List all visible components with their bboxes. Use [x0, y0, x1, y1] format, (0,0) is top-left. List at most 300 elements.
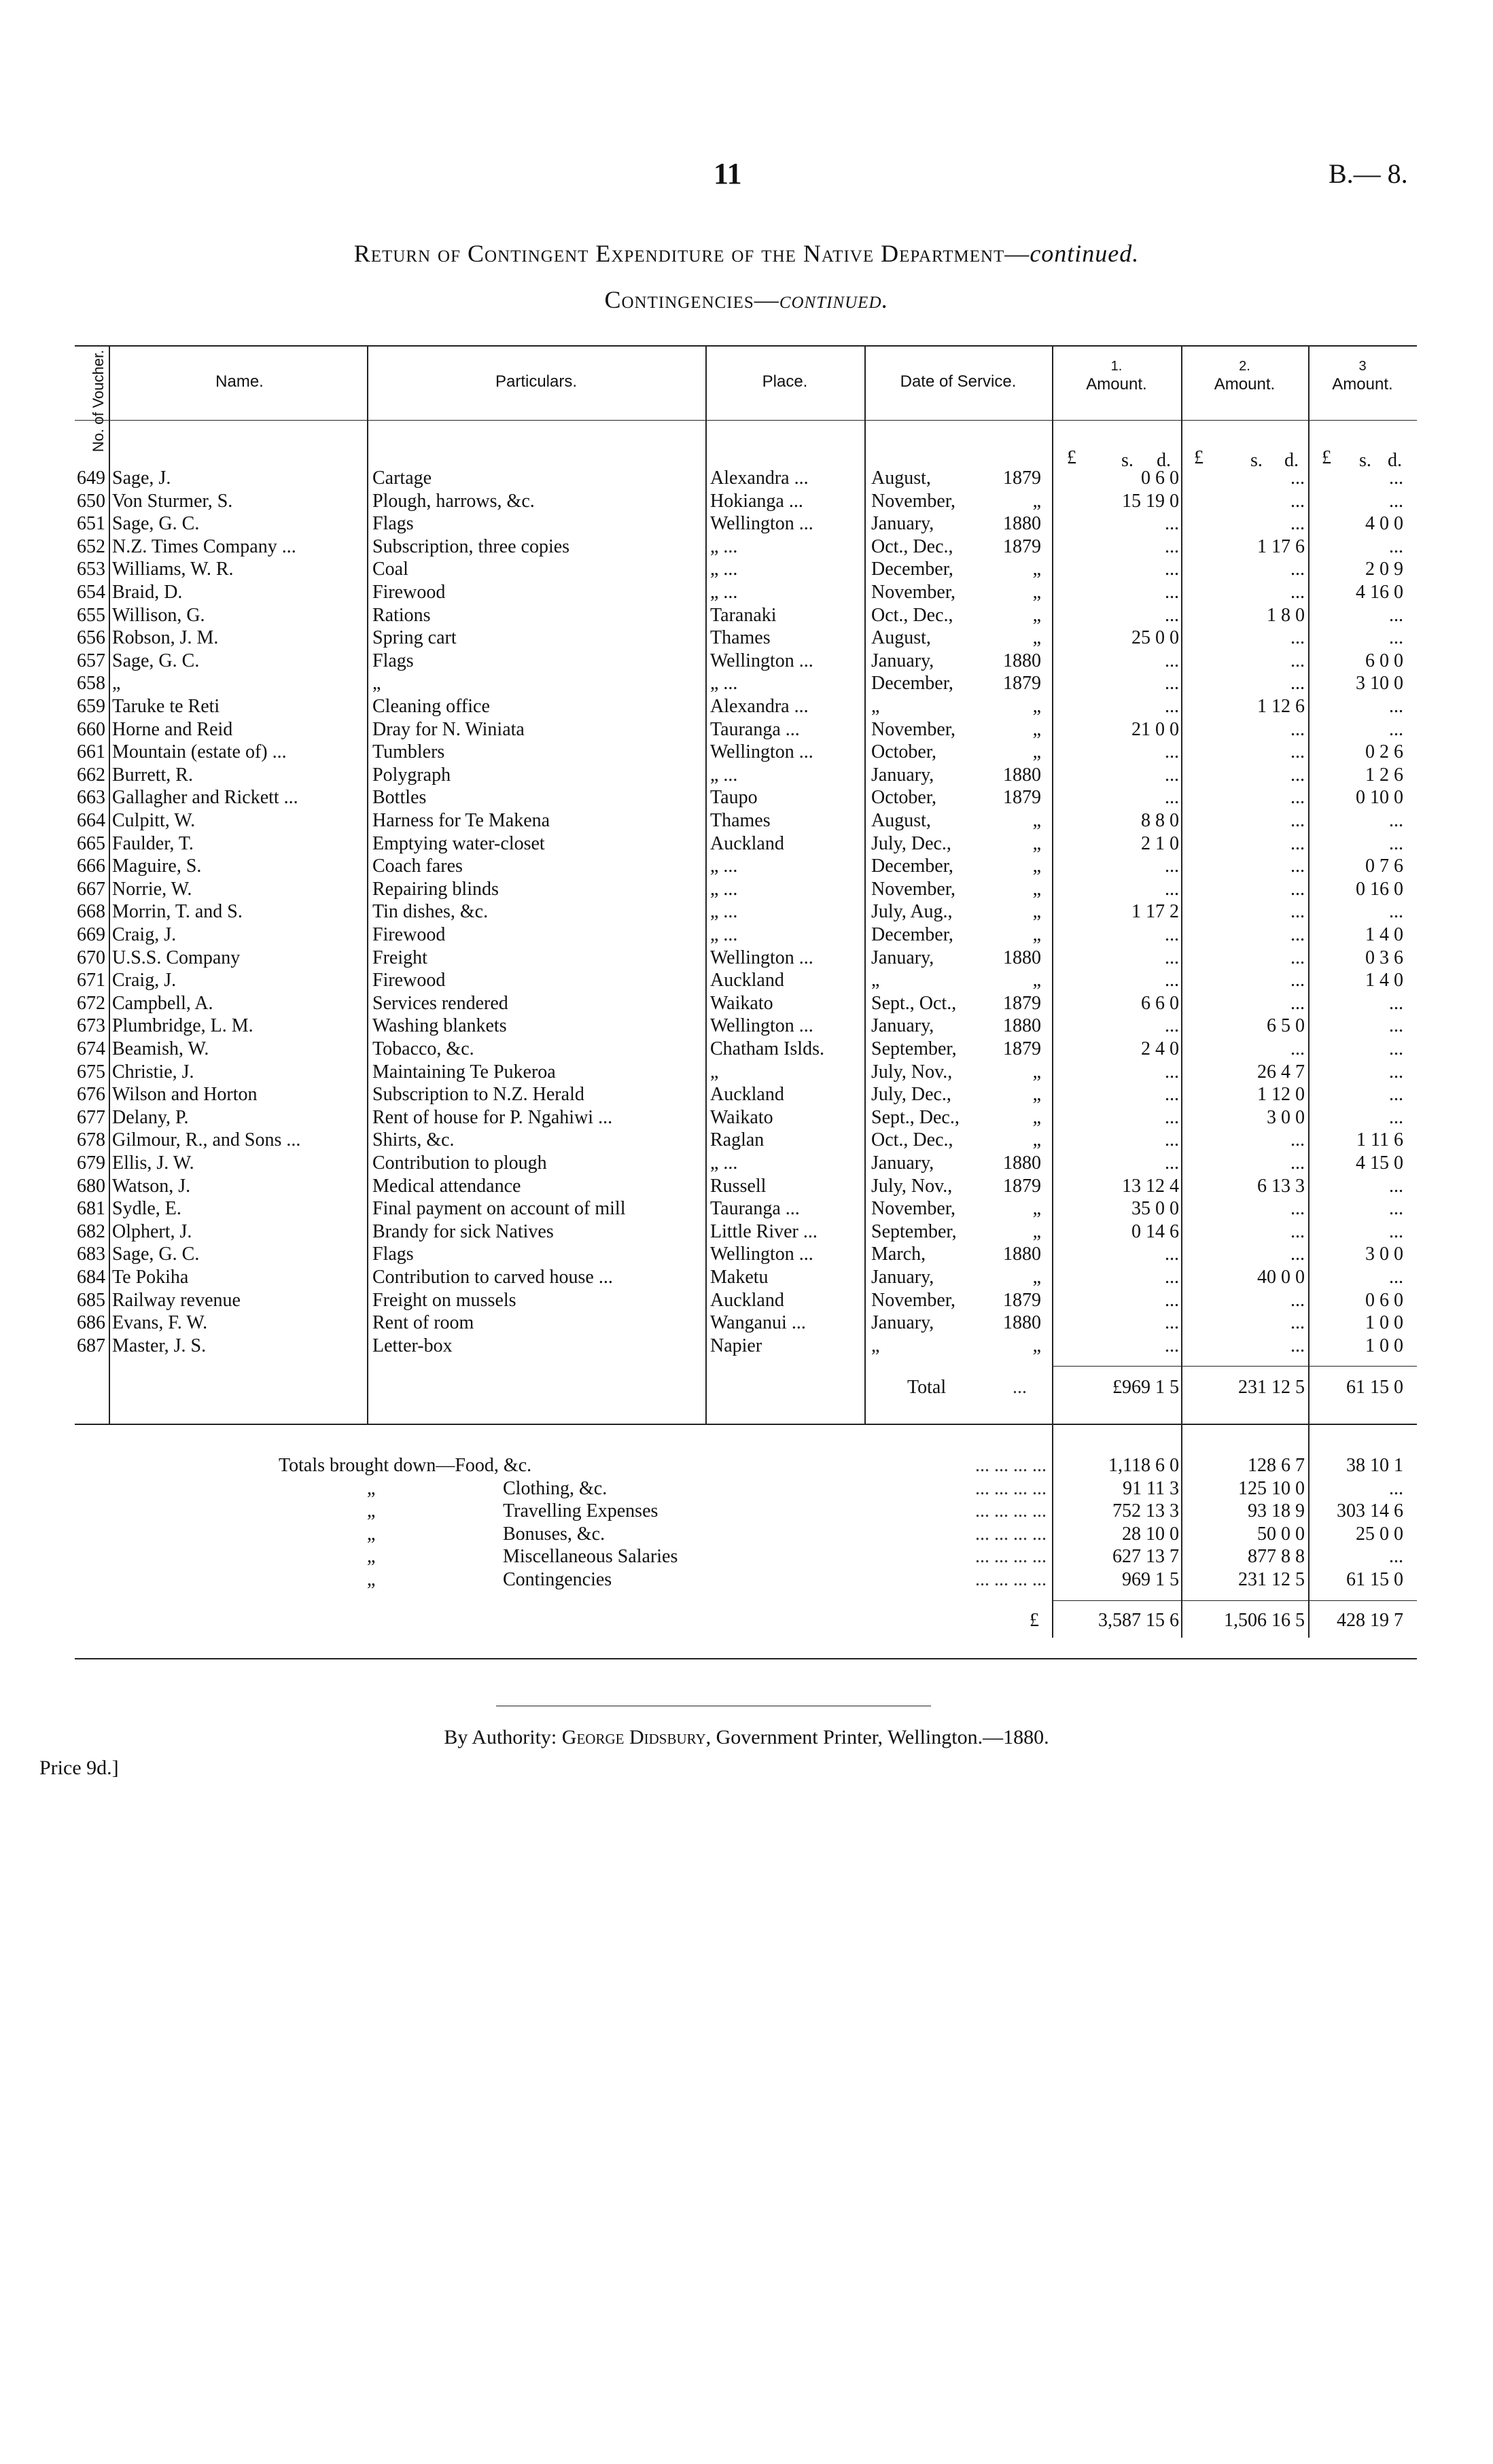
table-row: [0, 855, 1493, 878]
amount-3: ...: [1389, 1084, 1403, 1106]
particulars: Washing blankets: [372, 1015, 507, 1037]
particulars: Letter-box: [372, 1335, 453, 1356]
service-year: 1879: [1003, 468, 1041, 489]
service-year: „: [1032, 627, 1041, 649]
table-row: [0, 467, 1493, 490]
service-year: „: [1032, 1106, 1041, 1128]
amount-1: 35 0 0: [1131, 1198, 1179, 1220]
service-date: Sept., Dec.,: [871, 1106, 960, 1128]
amount-2: ...: [1290, 1244, 1305, 1265]
service-year: „: [1032, 1084, 1041, 1106]
amount-2: 40 0 0: [1257, 1267, 1305, 1288]
table-row: [0, 947, 1493, 970]
place: „: [710, 1061, 719, 1083]
voucher-number: 677: [77, 1106, 105, 1128]
amount-1: ...: [1165, 1335, 1179, 1356]
service-date: Sept., Oct.,: [871, 992, 957, 1014]
table-row: [0, 1266, 1493, 1289]
totals-row: [0, 1477, 1493, 1500]
particulars: Freight: [372, 947, 427, 968]
payee-name: Ellis, J. W.: [112, 1152, 194, 1174]
amount-1: ...: [1165, 947, 1179, 968]
amount-3: 61 15 0: [1346, 1568, 1403, 1590]
service-year: „: [1032, 878, 1041, 900]
service-date: January,: [871, 764, 934, 786]
leader-dots: ... ... ... ...: [975, 1500, 1047, 1521]
header-date: Date of Service.: [900, 372, 1017, 391]
amount-3: 4 0 0: [1365, 513, 1403, 535]
amount-1: ...: [1165, 764, 1179, 786]
table-row: [0, 1243, 1493, 1266]
payee-name: Plumbridge, L. M.: [112, 1015, 253, 1037]
payee-name: Willison, G.: [112, 604, 205, 626]
table-row: [0, 512, 1493, 535]
place: Waikato: [710, 992, 773, 1014]
payee-name: N.Z. Times Company ...: [112, 535, 296, 557]
totals-row: [0, 1454, 1493, 1477]
voucher-number: 656: [77, 627, 105, 649]
amount-1: 1 17 2: [1131, 901, 1179, 923]
amount-2: 1 12 6: [1257, 696, 1305, 717]
ditto-mark: „: [367, 1523, 376, 1545]
particulars: Flags: [372, 513, 414, 535]
amount-3: ...: [1389, 604, 1403, 626]
particulars: Subscription to N.Z. Herald: [372, 1084, 584, 1106]
table-row: [0, 969, 1493, 992]
amount-1: 2 4 0: [1141, 1038, 1179, 1059]
amount-2: ...: [1290, 513, 1305, 535]
amount-1: 969 1 5: [1122, 1568, 1179, 1590]
particulars: Bottles: [372, 787, 427, 809]
leader-dots: ... ... ... ...: [975, 1523, 1047, 1545]
table-row: [0, 878, 1493, 901]
voucher-number: 657: [77, 650, 105, 671]
voucher-number: 671: [77, 970, 105, 991]
totals-row: [0, 1568, 1493, 1591]
header-amount2: Amount.: [1214, 375, 1276, 393]
total-label: Total: [907, 1377, 947, 1398]
amount-1: 752 13 3: [1112, 1500, 1179, 1521]
amount-3: ...: [1389, 901, 1403, 923]
amount-1: ...: [1165, 856, 1179, 877]
amount-2: 93 18 9: [1248, 1500, 1305, 1521]
unit-pound-2: £: [1194, 447, 1204, 468]
table-row: [0, 832, 1493, 856]
amount-2: 1 12 0: [1257, 1084, 1305, 1106]
amount-1: ...: [1165, 513, 1179, 535]
service-year: „: [1032, 924, 1041, 945]
unit-pound-3: £: [1322, 447, 1331, 468]
service-date: July, Aug.,: [871, 901, 953, 923]
amount-1: ...: [1165, 559, 1179, 580]
voucher-number: 672: [77, 992, 105, 1014]
amount-2: ...: [1290, 1038, 1305, 1059]
table-row: [0, 1335, 1493, 1358]
table-row: [0, 1015, 1493, 1038]
grand-total-amount1: 3,587 15 6: [1098, 1610, 1179, 1631]
amount-1: ...: [1165, 970, 1179, 991]
amount-3: 0 6 0: [1365, 1289, 1403, 1311]
particulars: Repairing blinds: [372, 878, 499, 900]
amount-3: 1 0 0: [1365, 1312, 1403, 1334]
amount-1: ...: [1165, 1244, 1179, 1265]
table-row: [0, 1175, 1493, 1198]
amount-1: 1,118 6 0: [1108, 1455, 1179, 1476]
payee-name: Taruke te Reti: [112, 696, 220, 717]
amount-1: 28 10 0: [1122, 1523, 1179, 1545]
amount-3: ...: [1389, 627, 1403, 649]
voucher-number: 664: [77, 810, 105, 831]
place: „ ...: [710, 535, 738, 557]
voucher-number: 679: [77, 1152, 105, 1174]
payee-name: Horne and Reid: [112, 718, 233, 740]
amount-2: 6 13 3: [1257, 1175, 1305, 1197]
header-amount1-number: 1.: [1110, 359, 1123, 374]
payee-name: Christie, J.: [112, 1061, 194, 1083]
service-date: December,: [871, 924, 953, 945]
voucher-number: 681: [77, 1198, 105, 1220]
service-date: November,: [871, 878, 956, 900]
voucher-number: 682: [77, 1220, 105, 1242]
leader-dots: ... ... ... ...: [975, 1568, 1047, 1590]
amount-3: ...: [1389, 832, 1403, 854]
unit-pence-1: d.: [1157, 450, 1171, 471]
table-row: [0, 490, 1493, 513]
amount-3: 0 3 6: [1365, 947, 1403, 968]
service-date: November,: [871, 490, 956, 512]
voucher-number: 663: [77, 787, 105, 809]
amount-1: ...: [1165, 1289, 1179, 1311]
table-row: [0, 718, 1493, 741]
service-date: January,: [871, 513, 934, 535]
table-top-rule: [75, 345, 1417, 347]
table-row: [0, 558, 1493, 581]
amount-1: 2 1 0: [1141, 832, 1179, 854]
amount-3: ...: [1389, 1061, 1403, 1083]
table-row: [0, 741, 1493, 764]
service-year: 1880: [1003, 1152, 1041, 1174]
service-date: September,: [871, 1220, 957, 1242]
service-year: 1880: [1003, 947, 1041, 968]
table-row: [0, 1289, 1493, 1312]
particulars: Shirts, &c.: [372, 1129, 455, 1151]
payee-name: Culpitt, W.: [112, 810, 196, 831]
place: Auckland: [710, 1289, 784, 1311]
service-year: „: [1032, 1335, 1041, 1356]
amount-3: ...: [1389, 490, 1403, 512]
place: Wellington ...: [710, 513, 813, 535]
amount-3: 1 11 6: [1356, 1129, 1403, 1151]
payee-name: Williams, W. R.: [112, 559, 234, 580]
unit-pound-1: £: [1067, 447, 1076, 468]
amount-3: ...: [1389, 810, 1403, 831]
table-row: [0, 1061, 1493, 1084]
particulars: Final payment on account of mill: [372, 1198, 626, 1220]
service-year: 1879: [1003, 673, 1041, 694]
total-dots: ...: [1013, 1377, 1027, 1398]
voucher-number: 653: [77, 559, 105, 580]
place: Tauranga ...: [710, 1198, 800, 1220]
unit-shilling-1: s.: [1121, 450, 1134, 471]
voucher-number: 661: [77, 741, 105, 763]
service-year: 1880: [1003, 650, 1041, 671]
header-amount3: Amount.: [1332, 375, 1393, 393]
amount-3: 1 4 0: [1365, 970, 1403, 991]
amount-2: ...: [1290, 627, 1305, 649]
particulars: Tin dishes, &c.: [372, 901, 489, 923]
service-date: January,: [871, 1015, 934, 1037]
amount-3: 1 0 0: [1365, 1335, 1403, 1356]
amount-3: 2 0 9: [1365, 559, 1403, 580]
amount-2: ...: [1290, 856, 1305, 877]
place: Auckland: [710, 832, 784, 854]
voucher-number: 674: [77, 1038, 105, 1059]
amount-2: ...: [1290, 650, 1305, 671]
service-year: 1879: [1003, 787, 1041, 809]
amount-2: 6 5 0: [1267, 1015, 1305, 1037]
total-amount2: 231 12 5: [1238, 1377, 1305, 1398]
service-year: „: [1032, 901, 1041, 923]
amount-2: ...: [1290, 1129, 1305, 1151]
unit-pence-2: d.: [1284, 450, 1299, 471]
amount-1: 0 6 0: [1141, 468, 1179, 489]
particulars: Flags: [372, 650, 414, 671]
service-year: „: [1032, 1061, 1041, 1083]
particulars: Dray for N. Winiata: [372, 718, 525, 740]
amount-1: 8 8 0: [1141, 810, 1179, 831]
payee-name: Watson, J.: [112, 1175, 191, 1197]
service-date: Oct., Dec.,: [871, 604, 953, 626]
amount-3: ...: [1389, 1267, 1403, 1288]
payee-name: Morrin, T. and S.: [112, 901, 243, 923]
place: Wellington ...: [710, 947, 813, 968]
particulars: Firewood: [372, 582, 446, 603]
place: Wellington ...: [710, 1244, 813, 1265]
amount-2: ...: [1290, 1289, 1305, 1311]
service-date: March,: [871, 1244, 926, 1265]
service-year: 1880: [1003, 1312, 1041, 1334]
amount-1: ...: [1165, 787, 1179, 809]
table-row: [0, 900, 1493, 923]
amount-2: ...: [1290, 490, 1305, 512]
particulars: Firewood: [372, 924, 446, 945]
particulars: Rent of house for P. Ngahiwi ...: [372, 1106, 613, 1128]
page-number: 11: [714, 157, 742, 190]
place: „ ...: [710, 924, 738, 945]
particulars: Flags: [372, 1244, 414, 1265]
payee-name: Sage, J.: [112, 468, 171, 489]
voucher-number: 662: [77, 764, 105, 786]
payee-name: Robson, J. M.: [112, 627, 219, 649]
voucher-number: 658: [77, 673, 105, 694]
particulars: „: [372, 673, 381, 694]
payee-name: Te Pokiha: [112, 1267, 189, 1288]
category-label: Bonuses, &c.: [503, 1523, 605, 1545]
service-year: 1879: [1003, 992, 1041, 1014]
amount-3: ...: [1389, 992, 1403, 1014]
service-date: Oct., Dec.,: [871, 1129, 953, 1151]
page-reference: B.— 8.: [1329, 158, 1408, 189]
grand-total-top-rule: [1052, 1600, 1417, 1601]
particulars: Cartage: [372, 468, 432, 489]
place: Wellington ...: [710, 741, 813, 763]
amount-3: 3 0 0: [1365, 1244, 1403, 1265]
table-row: [0, 695, 1493, 718]
voucher-number: 655: [77, 604, 105, 626]
amount-3: ...: [1389, 1106, 1403, 1128]
place: Chatham Islds.: [710, 1038, 824, 1059]
amount-3: 0 16 0: [1356, 878, 1403, 900]
service-year: „: [1032, 810, 1041, 831]
service-year: „: [1032, 490, 1041, 512]
service-date: December,: [871, 673, 953, 694]
amount-2: ...: [1290, 1220, 1305, 1242]
amount-2: ...: [1290, 718, 1305, 740]
grand-total-amount3: 428 19 7: [1337, 1610, 1403, 1631]
service-date: August,: [871, 468, 931, 489]
amount-1: ...: [1165, 1267, 1179, 1288]
place: „ ...: [710, 901, 738, 923]
payee-name: Sage, G. C.: [112, 650, 200, 671]
place: Little River ...: [710, 1220, 818, 1242]
service-year: 1880: [1003, 1244, 1041, 1265]
amount-2: ...: [1290, 1335, 1305, 1356]
service-date: October,: [871, 741, 937, 763]
amount-3: 0 2 6: [1365, 741, 1403, 763]
place: Auckland: [710, 1084, 784, 1106]
unit-shilling-3: s.: [1359, 450, 1371, 471]
voucher-number: 654: [77, 582, 105, 603]
category-label: Miscellaneous Salaries: [503, 1546, 678, 1567]
particulars: Rent of room: [372, 1312, 474, 1334]
payee-name: Norrie, W.: [112, 878, 192, 900]
table-row: [0, 923, 1493, 947]
service-date: November,: [871, 1289, 956, 1311]
place: Hokianga ...: [710, 490, 803, 512]
amount-2: ...: [1290, 787, 1305, 809]
amount-3: 3 10 0: [1356, 673, 1403, 694]
document-subtitle: [0, 285, 1493, 314]
service-year: „: [1032, 718, 1041, 740]
amount-1: ...: [1165, 1015, 1179, 1037]
amount-1: 91 11 3: [1123, 1477, 1179, 1499]
place: Wellington ...: [710, 1015, 813, 1037]
service-date: December,: [871, 856, 953, 877]
service-year: 1879: [1003, 535, 1041, 557]
totals-row: [0, 1545, 1493, 1568]
service-date: July, Nov.,: [871, 1061, 953, 1083]
service-year: 1879: [1003, 1038, 1041, 1059]
place: Alexandra ...: [710, 696, 809, 717]
amount-2: ...: [1290, 810, 1305, 831]
amount-1: ...: [1165, 535, 1179, 557]
service-date: Oct., Dec.,: [871, 535, 953, 557]
amount-3: 1 4 0: [1365, 924, 1403, 945]
service-year: 1880: [1003, 513, 1041, 535]
payee-name: Faulder, T.: [112, 832, 194, 854]
table-row: [0, 1038, 1493, 1061]
voucher-number: 660: [77, 718, 105, 740]
service-year: „: [1032, 1198, 1041, 1220]
ditto-mark: „: [367, 1477, 376, 1499]
amount-1: ...: [1165, 1312, 1179, 1334]
totals-row: [0, 1523, 1493, 1545]
payee-name: Beamish, W.: [112, 1038, 209, 1059]
place: Thames: [710, 627, 771, 649]
payee-name: Gallagher and Rickett ...: [112, 787, 298, 809]
service-year: „: [1032, 1220, 1041, 1242]
amount-1: ...: [1165, 650, 1179, 671]
table-row: [0, 786, 1493, 809]
voucher-number: 659: [77, 696, 105, 717]
place: Waikato: [710, 1106, 773, 1128]
payee-name: „: [112, 673, 121, 694]
service-date: August,: [871, 810, 931, 831]
voucher-number: 669: [77, 924, 105, 945]
payee-name: Von Sturmer, S.: [112, 490, 233, 512]
particulars: Rations: [372, 604, 431, 626]
particulars: Tumblers: [372, 741, 445, 763]
grand-total-row: [0, 1609, 1493, 1632]
place: Russell: [710, 1175, 767, 1197]
total-top-rule: [1052, 1366, 1417, 1367]
title-continued: continued.: [1030, 240, 1140, 267]
particulars: Firewood: [372, 970, 446, 991]
voucher-number: 676: [77, 1084, 105, 1106]
voucher-number: 668: [77, 901, 105, 923]
amount-1: ...: [1165, 741, 1179, 763]
subtitle-continued: continued.: [779, 286, 889, 313]
place: Raglan: [710, 1129, 765, 1151]
service-year: „: [1032, 970, 1041, 991]
particulars: Emptying water-closet: [372, 832, 545, 854]
particulars: Contribution to plough: [372, 1152, 547, 1174]
amount-3: ...: [1389, 1477, 1403, 1499]
ditto-mark: „: [367, 1546, 376, 1567]
table-row: [0, 992, 1493, 1015]
amount-2: ...: [1290, 1312, 1305, 1334]
amount-2: 3 0 0: [1267, 1106, 1305, 1128]
payee-name: Sage, G. C.: [112, 513, 200, 535]
amount-2: 50 0 0: [1257, 1523, 1305, 1545]
amount-2: ...: [1290, 559, 1305, 580]
amount-1: ...: [1165, 696, 1179, 717]
place: Tauranga ...: [710, 718, 800, 740]
amount-3: 25 0 0: [1356, 1523, 1403, 1545]
service-year: „: [1032, 696, 1041, 717]
imprint-suffix: , Government Printer, Wellington.—1880.: [705, 1726, 1049, 1748]
header-particulars: Particulars.: [495, 372, 578, 391]
amount-2: ...: [1290, 924, 1305, 945]
service-date: January,: [871, 1152, 934, 1174]
voucher-number: 666: [77, 856, 105, 877]
category-label: Travelling Expenses: [503, 1500, 658, 1521]
amount-2: ...: [1290, 1198, 1305, 1220]
particulars: Subscription, three copies: [372, 535, 570, 557]
table-row: [0, 1129, 1493, 1152]
amount-1: ...: [1165, 673, 1179, 694]
payee-name: Olphert, J.: [112, 1220, 192, 1242]
service-year: „: [1032, 741, 1041, 763]
payee-name: Sydle, E.: [112, 1198, 181, 1220]
payee-name: Craig, J.: [112, 970, 177, 991]
payee-name: Railway revenue: [112, 1289, 241, 1311]
amount-1: ...: [1165, 582, 1179, 603]
voucher-number: 667: [77, 878, 105, 900]
service-date: „: [871, 970, 880, 991]
amount-1: ...: [1165, 1152, 1179, 1174]
voucher-number: 651: [77, 513, 105, 535]
